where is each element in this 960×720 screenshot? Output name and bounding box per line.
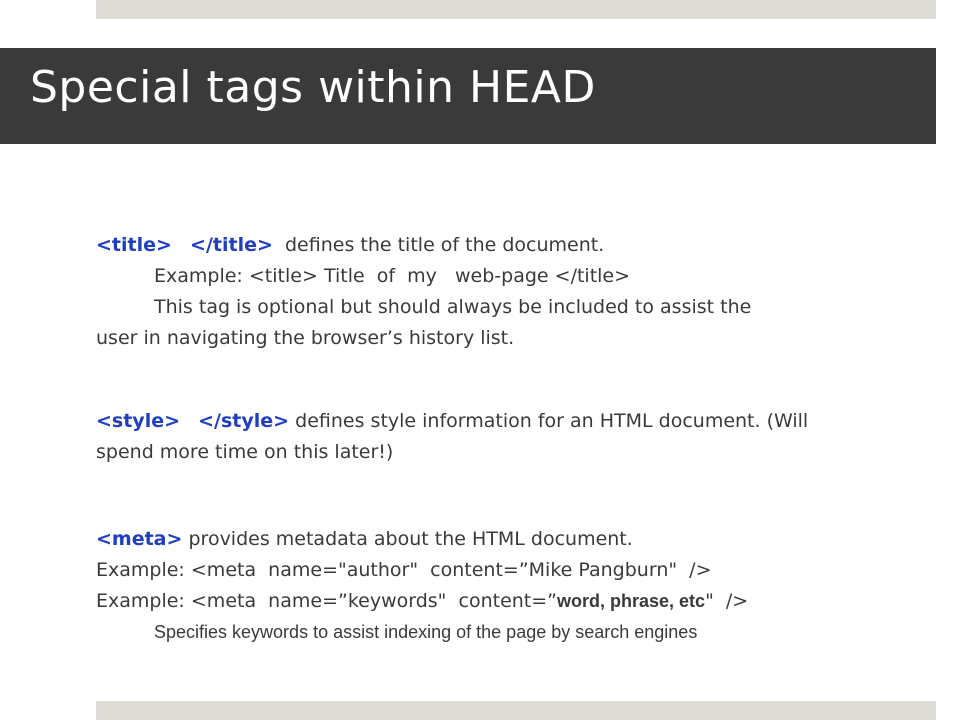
meta-example1-label: Example: (96, 559, 185, 581)
style-close-tag: </style> (198, 410, 290, 432)
slide-content (96, 230, 926, 648)
title-description: defines the title of the document. (285, 234, 605, 256)
example-close-tag: </title> (554, 265, 631, 287)
meta-example2-code-end: " /> (705, 590, 749, 612)
meta-tag-line (96, 524, 926, 555)
style-tag-line (96, 406, 926, 437)
meta-example2-code-bold: word, phrase, etc (557, 591, 706, 611)
title-open-tag: <title> (96, 234, 172, 256)
meta-description: provides metadata about the HTML document. (188, 528, 633, 550)
title-note-line2: user in navigating the browser’s history list. (96, 327, 515, 349)
example-text: Title of my web-page (323, 265, 549, 287)
meta-example1-code: <meta name="author" content=”Mike Pangburn" /> (190, 559, 712, 581)
example-label: Example: (154, 265, 243, 287)
example-open-tag: <title> (248, 265, 318, 287)
title-close-tag: </title> (190, 234, 273, 256)
meta-open-tag: <meta> (96, 528, 183, 550)
meta-example2-line (96, 586, 926, 617)
meta-example2-code-start: <meta name=”keywords" content=” (190, 590, 558, 612)
title-example-line (96, 261, 926, 292)
meta-specifies-line: Specifies keywords to assist indexing of the page by search engines (154, 622, 698, 642)
meta-example1-line (96, 555, 926, 586)
top-decor-bar (96, 0, 936, 19)
spacer (96, 468, 926, 524)
style-description-line1: defines style information for an HTML document. (Will (295, 410, 809, 432)
title-band (0, 48, 936, 144)
style-description-line2: spend more time on this later!) (96, 441, 394, 463)
bottom-decor-bar (96, 701, 936, 720)
title-note-line1: This tag is optional but should always be included to assist the (154, 296, 752, 318)
meta-example2-label: Example: (96, 590, 185, 612)
style-open-tag: <style> (96, 410, 181, 432)
spacer (96, 354, 926, 406)
title-tag-line (96, 230, 926, 261)
slide-title: Special tags within HEAD (30, 62, 596, 113)
